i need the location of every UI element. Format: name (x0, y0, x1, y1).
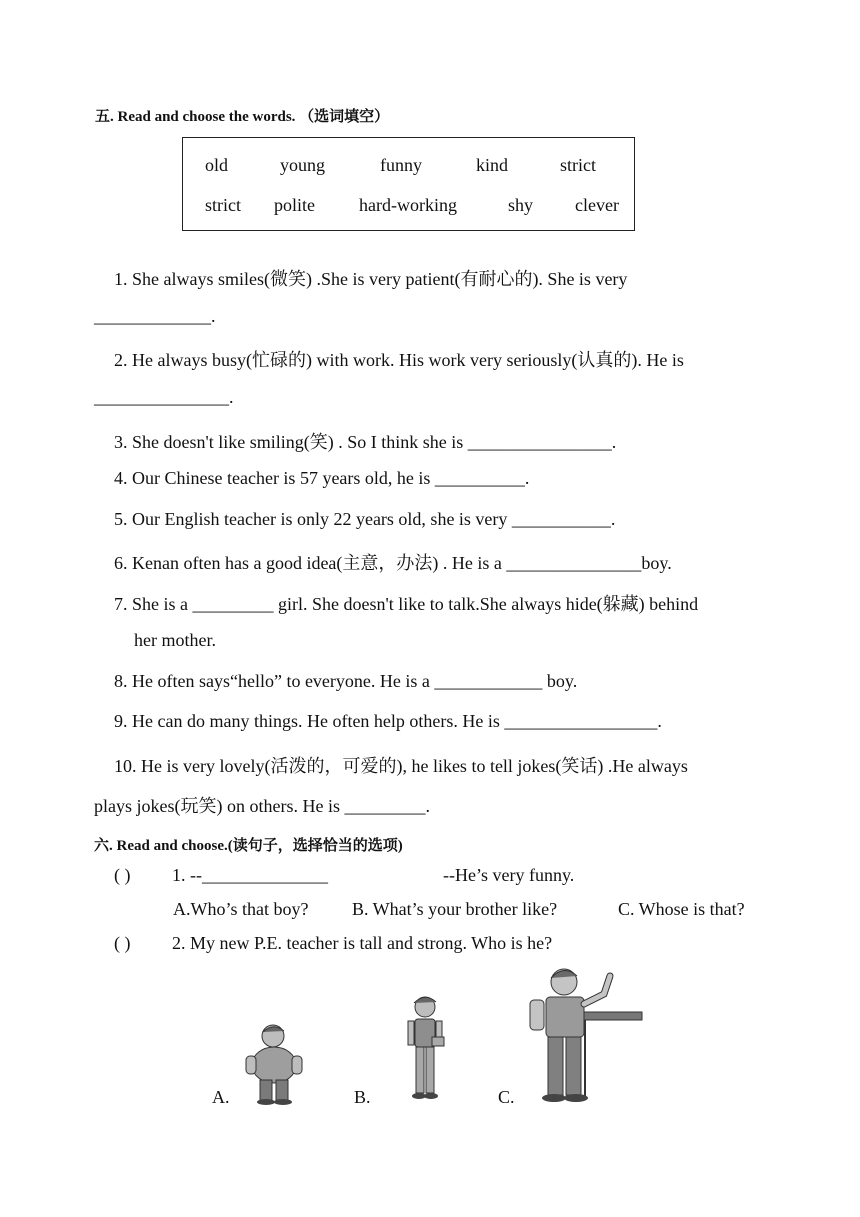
picture-b-thin-boy (400, 993, 450, 1101)
word-bank-item: funny (380, 155, 422, 175)
choice-question-1: 1. --______________ (172, 865, 328, 885)
question-9: 9. He can do many things. He often help others. He is _________________. (114, 711, 662, 731)
question-3: 3. She doesn't like smiling(笑) . So I think she is ________________. (114, 432, 617, 452)
question-2-line-2: _______________. (94, 387, 234, 407)
word-bank-item: old (205, 155, 229, 175)
word-bank-item: young (280, 155, 325, 175)
question-2-line-1: 2. He always busy(忙碌的) with work. His work very seriously(认真的). He is (114, 350, 684, 370)
option-a: A.Who’s that boy? (173, 899, 309, 919)
picture-label-a: A. (212, 1087, 230, 1107)
question-1-line-2: _____________. (94, 306, 216, 326)
question-8: 8. He often says“hello” to everyone. He is a ____________ boy. (114, 671, 578, 691)
answer-paren-1[interactable]: ( ) (114, 865, 131, 885)
question-10-line-1: 10. He is very lovely(活泼的，可爱的), he likes to tell jokes(笑话) .He always (114, 756, 688, 776)
answer-paren-2[interactable]: ( ) (114, 933, 131, 953)
question-7-line-1: 7. She is a _________ girl. She doesn't like to talk.She always hide(躲藏) behind (114, 594, 699, 614)
word-bank-item: clever (575, 195, 619, 215)
question-7-line-2: her mother. (134, 630, 216, 650)
word-bank-item: strict (205, 195, 241, 215)
question-10-line-2: plays jokes(玩笑) on others. He is _________. (94, 796, 430, 816)
section-5-title: 五. Read and choose the words. （选词填空） (95, 109, 390, 125)
choice-question-1-answer: --He’s very funny. (443, 865, 575, 885)
picture-label-b: B. (354, 1087, 371, 1107)
word-bank-item: kind (476, 155, 509, 175)
picture-label-c: C. (498, 1087, 515, 1107)
question-6: 6. Kenan often has a good idea(主意，办法) . He is a _______________boy. (114, 553, 672, 573)
word-bank-item: polite (274, 195, 315, 215)
option-b: B. What’s your brother like? (352, 899, 558, 919)
word-bank-item: shy (508, 195, 534, 215)
section-6-title: 六. Read and choose.(读句子，选择恰当的选项) (94, 838, 403, 854)
question-1-line-1: 1. She always smiles(微笑) .She is very patient(有耐心的). She is very (114, 269, 628, 289)
question-5: 5. Our English teacher is only 22 years old, she is very ___________. (114, 509, 616, 529)
picture-c-tall-strong-man (524, 964, 644, 1106)
question-4: 4. Our Chinese teacher is 57 years old, he is __________. (114, 468, 530, 488)
word-bank-box (182, 137, 635, 231)
choice-question-2: 2. My new P.E. teacher is tall and strong. Who is he? (172, 933, 553, 953)
word-bank-item: strict (560, 155, 596, 175)
option-c: C. Whose is that? (618, 899, 745, 919)
word-bank-item: hard-working (359, 195, 457, 215)
picture-a-chubby-boy (240, 1020, 310, 1105)
